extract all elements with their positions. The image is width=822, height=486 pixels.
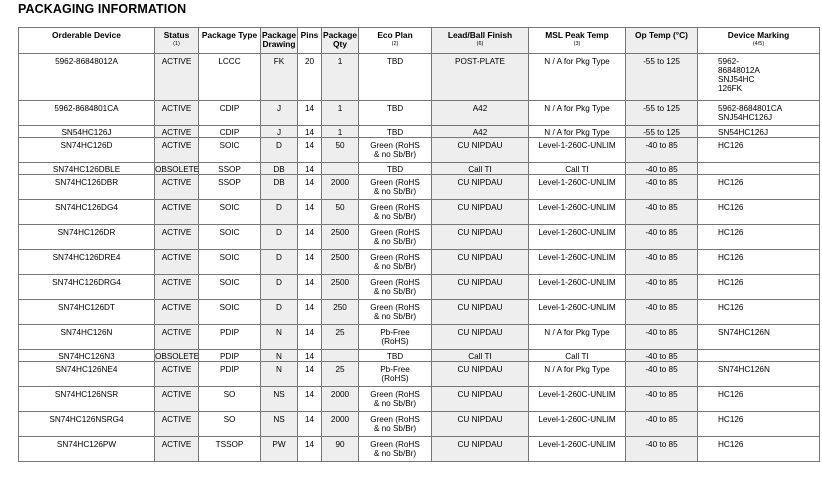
finish-cell: Call TI bbox=[432, 350, 529, 362]
marking-cell-line: SNJ54HC bbox=[718, 75, 755, 84]
marking-cell-line: HC126 bbox=[718, 141, 744, 150]
pins-cell: 14 bbox=[298, 163, 322, 175]
msl-cell: N / A for Pkg Type bbox=[529, 362, 626, 387]
package-drawing-cell: D bbox=[261, 200, 298, 225]
eco-plan-cell bbox=[359, 163, 432, 175]
table-row bbox=[19, 387, 820, 412]
eco-plan-cell-line: TBD bbox=[386, 104, 404, 113]
finish-cell: CU NIPDAU bbox=[432, 362, 529, 387]
op-temp-cell: -40 to 85 bbox=[626, 138, 698, 163]
marking-cell-line: HC126 bbox=[718, 415, 744, 424]
status-cell: ACTIVE bbox=[155, 54, 199, 101]
eco-plan-cell bbox=[359, 175, 432, 200]
package-qty-cell: 2500 bbox=[322, 225, 359, 250]
table-row bbox=[19, 54, 820, 101]
marking-cell bbox=[698, 225, 820, 250]
table-row bbox=[19, 275, 820, 300]
package-type-cell: LCCC bbox=[199, 54, 261, 101]
package-type-cell: PDIP bbox=[199, 362, 261, 387]
eco-plan-cell-line: & no Sb/Br) bbox=[373, 212, 417, 221]
column-header-label: Lead/Ball Finish bbox=[447, 30, 513, 40]
eco-plan-cell-line: Pb-Free bbox=[380, 328, 410, 337]
finish-cell: CU NIPDAU bbox=[432, 325, 529, 350]
page-title: PACKAGING INFORMATION bbox=[18, 2, 187, 16]
status-cell: ACTIVE bbox=[155, 225, 199, 250]
table-row bbox=[19, 325, 820, 350]
op-temp-cell: -55 to 125 bbox=[626, 126, 698, 138]
package-type-cell: SSOP bbox=[199, 163, 261, 175]
eco-plan-cell-line: Green (RoHS bbox=[370, 278, 420, 287]
status-cell: ACTIVE bbox=[155, 138, 199, 163]
pins-cell: 14 bbox=[298, 300, 322, 325]
package-qty-cell bbox=[322, 350, 359, 362]
marking-cell-line: SN74HC126N bbox=[718, 328, 770, 337]
op-temp-cell: -40 to 85 bbox=[626, 250, 698, 275]
finish-cell: CU NIPDAU bbox=[432, 387, 529, 412]
pins-cell: 14 bbox=[298, 200, 322, 225]
op-temp-cell: -55 to 125 bbox=[626, 54, 698, 101]
eco-plan-cell-line: Green (RoHS bbox=[370, 178, 420, 187]
eco-plan-cell-line: & no Sb/Br) bbox=[373, 449, 417, 458]
eco-plan-cell bbox=[359, 362, 432, 387]
package-drawing-cell: J bbox=[261, 101, 298, 126]
package-qty-cell: 2000 bbox=[322, 175, 359, 200]
eco-plan-cell-line: & no Sb/Br) bbox=[373, 262, 417, 271]
eco-plan-cell-line: TBD bbox=[386, 128, 404, 137]
package-qty-cell: 2500 bbox=[322, 250, 359, 275]
table-row bbox=[19, 412, 820, 437]
package-drawing-cell: J bbox=[261, 126, 298, 138]
column-header-label: Device Marking bbox=[727, 30, 790, 40]
package-qty-cell: 2000 bbox=[322, 412, 359, 437]
eco-plan-cell-line: & no Sb/Br) bbox=[373, 312, 417, 321]
msl-cell: Call TI bbox=[529, 163, 626, 175]
device-cell: 5962-8684801CA bbox=[19, 101, 155, 126]
eco-plan-cell bbox=[359, 225, 432, 250]
eco-plan-cell-line: Green (RoHS bbox=[370, 141, 420, 150]
status-cell: ACTIVE bbox=[155, 362, 199, 387]
table-row bbox=[19, 163, 820, 175]
device-cell: SN54HC126J bbox=[19, 126, 155, 138]
msl-cell: Level-1-260C-UNLIM bbox=[529, 175, 626, 200]
package-drawing-cell: NS bbox=[261, 412, 298, 437]
package-type-cell: SOIC bbox=[199, 138, 261, 163]
column-header-label: Orderable Device bbox=[52, 30, 121, 40]
eco-plan-cell-line: TBD bbox=[386, 57, 404, 66]
eco-plan-cell bbox=[359, 200, 432, 225]
marking-cell-line: 5962- bbox=[718, 57, 739, 66]
eco-plan-cell bbox=[359, 54, 432, 101]
finish-cell: CU NIPDAU bbox=[432, 250, 529, 275]
packaging-table bbox=[18, 27, 820, 462]
pins-cell: 14 bbox=[298, 101, 322, 126]
package-type-cell: SOIC bbox=[199, 275, 261, 300]
package-type-cell: SO bbox=[199, 387, 261, 412]
marking-cell bbox=[698, 200, 820, 225]
finish-cell: CU NIPDAU bbox=[432, 200, 529, 225]
marking-cell bbox=[698, 387, 820, 412]
marking-cell bbox=[698, 412, 820, 437]
finish-cell: Call TI bbox=[432, 163, 529, 175]
eco-plan-cell-line: Green (RoHS bbox=[370, 415, 420, 424]
eco-plan-cell bbox=[359, 387, 432, 412]
column-header-label: Pins bbox=[300, 30, 319, 40]
package-qty-cell: 50 bbox=[322, 138, 359, 163]
eco-plan-cell bbox=[359, 300, 432, 325]
marking-cell bbox=[698, 138, 820, 163]
msl-cell: Level-1-260C-UNLIM bbox=[529, 225, 626, 250]
pins-cell: 14 bbox=[298, 350, 322, 362]
pins-cell: 14 bbox=[298, 325, 322, 350]
package-qty-cell: 50 bbox=[322, 200, 359, 225]
eco-plan-cell bbox=[359, 101, 432, 126]
marking-cell-line: HC126 bbox=[718, 253, 744, 262]
package-qty-cell bbox=[322, 163, 359, 175]
finish-cell: CU NIPDAU bbox=[432, 275, 529, 300]
marking-cell bbox=[698, 362, 820, 387]
marking-cell bbox=[698, 126, 820, 138]
table-row bbox=[19, 138, 820, 163]
status-cell: ACTIVE bbox=[155, 300, 199, 325]
device-cell: SN74HC126DT bbox=[19, 300, 155, 325]
package-qty-cell: 250 bbox=[322, 300, 359, 325]
op-temp-cell: -40 to 85 bbox=[626, 362, 698, 387]
marking-cell-line: HC126 bbox=[718, 178, 744, 187]
marking-cell bbox=[698, 300, 820, 325]
msl-cell: Level-1-260C-UNLIM bbox=[529, 200, 626, 225]
eco-plan-cell bbox=[359, 275, 432, 300]
op-temp-cell: -40 to 85 bbox=[626, 163, 698, 175]
column-header bbox=[19, 28, 155, 54]
package-qty-cell: 1 bbox=[322, 126, 359, 138]
status-cell: ACTIVE bbox=[155, 200, 199, 225]
status-cell: ACTIVE bbox=[155, 126, 199, 138]
column-header-label: Package Qty bbox=[323, 30, 357, 49]
op-temp-cell: -40 to 85 bbox=[626, 387, 698, 412]
op-temp-cell: -40 to 85 bbox=[626, 325, 698, 350]
package-drawing-cell: DB bbox=[261, 163, 298, 175]
eco-plan-cell-line: Green (RoHS bbox=[370, 440, 420, 449]
package-type-cell: SOIC bbox=[199, 250, 261, 275]
column-header bbox=[626, 28, 698, 54]
package-qty-cell: 2000 bbox=[322, 387, 359, 412]
finish-cell: CU NIPDAU bbox=[432, 225, 529, 250]
package-type-cell: SOIC bbox=[199, 225, 261, 250]
eco-plan-cell-line: Green (RoHS bbox=[370, 390, 420, 399]
device-cell: SN74HC126NSRG4 bbox=[19, 412, 155, 437]
eco-plan-cell bbox=[359, 325, 432, 350]
eco-plan-cell-line: & no Sb/Br) bbox=[373, 237, 417, 246]
table-row bbox=[19, 101, 820, 126]
package-drawing-cell: D bbox=[261, 275, 298, 300]
pins-cell: 14 bbox=[298, 225, 322, 250]
eco-plan-cell bbox=[359, 250, 432, 275]
eco-plan-cell-line: (RoHS) bbox=[381, 374, 409, 383]
package-type-cell: PDIP bbox=[199, 325, 261, 350]
eco-plan-cell-line: & no Sb/Br) bbox=[373, 424, 417, 433]
eco-plan-cell-line: & no Sb/Br) bbox=[373, 399, 417, 408]
marking-cell-line: 126FK bbox=[718, 84, 743, 93]
table-row bbox=[19, 225, 820, 250]
op-temp-cell: -40 to 85 bbox=[626, 200, 698, 225]
status-cell: ACTIVE bbox=[155, 175, 199, 200]
package-type-cell: SOIC bbox=[199, 300, 261, 325]
device-cell: SN74HC126N bbox=[19, 325, 155, 350]
eco-plan-cell bbox=[359, 138, 432, 163]
status-cell: ACTIVE bbox=[155, 412, 199, 437]
msl-cell: Level-1-260C-UNLIM bbox=[529, 412, 626, 437]
msl-cell: Level-1-260C-UNLIM bbox=[529, 138, 626, 163]
finish-cell: CU NIPDAU bbox=[432, 437, 529, 462]
op-temp-cell: -55 to 125 bbox=[626, 101, 698, 126]
eco-plan-cell-line: & no Sb/Br) bbox=[373, 150, 417, 159]
column-header-label: Eco Plan bbox=[377, 30, 413, 40]
pins-cell: 14 bbox=[298, 362, 322, 387]
eco-plan-cell bbox=[359, 126, 432, 138]
column-header bbox=[298, 28, 322, 54]
device-cell: SN74HC126D bbox=[19, 138, 155, 163]
eco-plan-cell-line: (RoHS) bbox=[381, 337, 409, 346]
marking-cell-line: HC126 bbox=[718, 228, 744, 237]
op-temp-cell: -40 to 85 bbox=[626, 300, 698, 325]
finish-cell: CU NIPDAU bbox=[432, 138, 529, 163]
package-drawing-cell: D bbox=[261, 250, 298, 275]
device-cell: 5962-86848012A bbox=[19, 54, 155, 101]
column-header bbox=[698, 28, 820, 54]
op-temp-cell: -40 to 85 bbox=[626, 175, 698, 200]
marking-cell-line: SNJ54HC126J bbox=[718, 113, 773, 122]
device-cell: SN74HC126DRG4 bbox=[19, 275, 155, 300]
device-cell: SN74HC126DRE4 bbox=[19, 250, 155, 275]
column-header-note: (2) bbox=[391, 41, 399, 47]
table-row bbox=[19, 126, 820, 138]
eco-plan-cell-line: Green (RoHS bbox=[370, 303, 420, 312]
pins-cell: 14 bbox=[298, 175, 322, 200]
table-row bbox=[19, 200, 820, 225]
column-header bbox=[261, 28, 298, 54]
column-header bbox=[432, 28, 529, 54]
msl-cell: N / A for Pkg Type bbox=[529, 325, 626, 350]
package-qty-cell: 90 bbox=[322, 437, 359, 462]
finish-cell: CU NIPDAU bbox=[432, 175, 529, 200]
marking-cell-line: SN54HC126J bbox=[718, 128, 769, 137]
eco-plan-cell-line: Green (RoHS bbox=[370, 228, 420, 237]
status-cell: ACTIVE bbox=[155, 250, 199, 275]
status-cell: ACTIVE bbox=[155, 325, 199, 350]
msl-cell: N / A for Pkg Type bbox=[529, 54, 626, 101]
marking-cell-line: HC126 bbox=[718, 303, 744, 312]
status-cell: OBSOLETE bbox=[155, 163, 199, 175]
column-header bbox=[322, 28, 359, 54]
package-type-cell: SO bbox=[199, 412, 261, 437]
eco-plan-cell-line: TBD bbox=[386, 165, 404, 174]
package-drawing-cell: FK bbox=[261, 54, 298, 101]
package-drawing-cell: N bbox=[261, 325, 298, 350]
table-row bbox=[19, 437, 820, 462]
package-type-cell: PDIP bbox=[199, 350, 261, 362]
device-cell: SN74HC126PW bbox=[19, 437, 155, 462]
marking-cell-line: HC126 bbox=[718, 390, 744, 399]
marking-cell-line: SN74HC126N bbox=[718, 365, 770, 374]
pins-cell: 14 bbox=[298, 275, 322, 300]
package-drawing-cell: DB bbox=[261, 175, 298, 200]
package-type-cell: TSSOP bbox=[199, 437, 261, 462]
eco-plan-cell-line: TBD bbox=[386, 352, 404, 361]
marking-cell bbox=[698, 350, 820, 362]
msl-cell: N / A for Pkg Type bbox=[529, 126, 626, 138]
op-temp-cell: -40 to 85 bbox=[626, 275, 698, 300]
status-cell: ACTIVE bbox=[155, 101, 199, 126]
column-header-label: Op Temp (°C) bbox=[635, 30, 688, 40]
marking-cell bbox=[698, 325, 820, 350]
package-drawing-cell: D bbox=[261, 138, 298, 163]
marking-cell bbox=[698, 175, 820, 200]
device-cell: SN74HC126DBLE bbox=[19, 163, 155, 175]
eco-plan-cell-line: & no Sb/Br) bbox=[373, 187, 417, 196]
pins-cell: 14 bbox=[298, 126, 322, 138]
marking-cell-line: HC126 bbox=[718, 203, 744, 212]
table-row bbox=[19, 362, 820, 387]
msl-cell: Level-1-260C-UNLIM bbox=[529, 250, 626, 275]
eco-plan-cell bbox=[359, 350, 432, 362]
package-type-cell: SSOP bbox=[199, 175, 261, 200]
eco-plan-cell bbox=[359, 437, 432, 462]
package-type-cell: SOIC bbox=[199, 200, 261, 225]
status-cell: OBSOLETE bbox=[155, 350, 199, 362]
device-cell: SN74HC126NSR bbox=[19, 387, 155, 412]
marking-cell-line: HC126 bbox=[718, 278, 744, 287]
finish-cell: CU NIPDAU bbox=[432, 412, 529, 437]
msl-cell: Call TI bbox=[529, 350, 626, 362]
column-header bbox=[155, 28, 199, 54]
package-qty-cell: 1 bbox=[322, 101, 359, 126]
eco-plan-cell-line: Pb-Free bbox=[380, 365, 410, 374]
marking-cell bbox=[698, 163, 820, 175]
package-drawing-cell: N bbox=[261, 350, 298, 362]
pins-cell: 14 bbox=[298, 138, 322, 163]
table-header-row bbox=[19, 28, 820, 54]
finish-cell: A42 bbox=[432, 101, 529, 126]
column-header-label: Package Drawing bbox=[262, 30, 296, 49]
pins-cell: 20 bbox=[298, 54, 322, 101]
table-row bbox=[19, 350, 820, 362]
finish-cell: POST-PLATE bbox=[432, 54, 529, 101]
package-drawing-cell: NS bbox=[261, 387, 298, 412]
device-cell: SN74HC126N3 bbox=[19, 350, 155, 362]
op-temp-cell: -40 to 85 bbox=[626, 225, 698, 250]
package-type-cell: CDIP bbox=[199, 101, 261, 126]
package-drawing-cell: N bbox=[261, 362, 298, 387]
eco-plan-cell bbox=[359, 412, 432, 437]
marking-cell bbox=[698, 250, 820, 275]
marking-cell bbox=[698, 54, 820, 101]
column-header-note: (1) bbox=[173, 41, 180, 47]
pins-cell: 14 bbox=[298, 387, 322, 412]
pins-cell: 14 bbox=[298, 250, 322, 275]
eco-plan-cell-line: & no Sb/Br) bbox=[373, 287, 417, 296]
column-header-note: (3) bbox=[573, 41, 581, 47]
op-temp-cell: -40 to 85 bbox=[626, 437, 698, 462]
column-header-label: Status bbox=[163, 30, 190, 40]
marking-cell bbox=[698, 437, 820, 462]
column-header-note: (6) bbox=[476, 41, 484, 47]
table-row bbox=[19, 250, 820, 275]
finish-cell: CU NIPDAU bbox=[432, 300, 529, 325]
table-row bbox=[19, 300, 820, 325]
device-cell: SN74HC126DR bbox=[19, 225, 155, 250]
finish-cell: A42 bbox=[432, 126, 529, 138]
status-cell: ACTIVE bbox=[155, 437, 199, 462]
marking-cell bbox=[698, 275, 820, 300]
msl-cell: N / A for Pkg Type bbox=[529, 101, 626, 126]
eco-plan-cell-line: Green (RoHS bbox=[370, 253, 420, 262]
msl-cell: Level-1-260C-UNLIM bbox=[529, 275, 626, 300]
device-cell: SN74HC126NE4 bbox=[19, 362, 155, 387]
package-drawing-cell: D bbox=[261, 225, 298, 250]
package-qty-cell: 1 bbox=[322, 54, 359, 101]
msl-cell: Level-1-260C-UNLIM bbox=[529, 437, 626, 462]
op-temp-cell: -40 to 85 bbox=[626, 350, 698, 362]
marking-cell-line: HC126 bbox=[718, 440, 744, 449]
device-cell: SN74HC126DG4 bbox=[19, 200, 155, 225]
column-header-label: MSL Peak Temp bbox=[545, 30, 609, 40]
marking-cell-line: 86848012A bbox=[718, 66, 760, 75]
pins-cell: 14 bbox=[298, 437, 322, 462]
status-cell: ACTIVE bbox=[155, 387, 199, 412]
op-temp-cell: -40 to 85 bbox=[626, 412, 698, 437]
package-type-cell: CDIP bbox=[199, 126, 261, 138]
marking-cell bbox=[698, 101, 820, 126]
column-header-label: Package Type bbox=[201, 30, 258, 40]
package-drawing-cell: PW bbox=[261, 437, 298, 462]
package-qty-cell: 25 bbox=[322, 362, 359, 387]
msl-cell: Level-1-260C-UNLIM bbox=[529, 300, 626, 325]
eco-plan-cell-line: Green (RoHS bbox=[370, 203, 420, 212]
table-body bbox=[19, 54, 820, 462]
column-header bbox=[359, 28, 432, 54]
pins-cell: 14 bbox=[298, 412, 322, 437]
marking-cell-line: 5962-8684801CA bbox=[718, 104, 783, 113]
table-row bbox=[19, 175, 820, 200]
package-qty-cell: 2500 bbox=[322, 275, 359, 300]
column-header bbox=[529, 28, 626, 54]
device-cell: SN74HC126DBR bbox=[19, 175, 155, 200]
column-header-note: (4/5) bbox=[752, 41, 765, 47]
msl-cell: Level-1-260C-UNLIM bbox=[529, 387, 626, 412]
column-header bbox=[199, 28, 261, 54]
package-qty-cell: 25 bbox=[322, 325, 359, 350]
package-drawing-cell: D bbox=[261, 300, 298, 325]
status-cell: ACTIVE bbox=[155, 275, 199, 300]
